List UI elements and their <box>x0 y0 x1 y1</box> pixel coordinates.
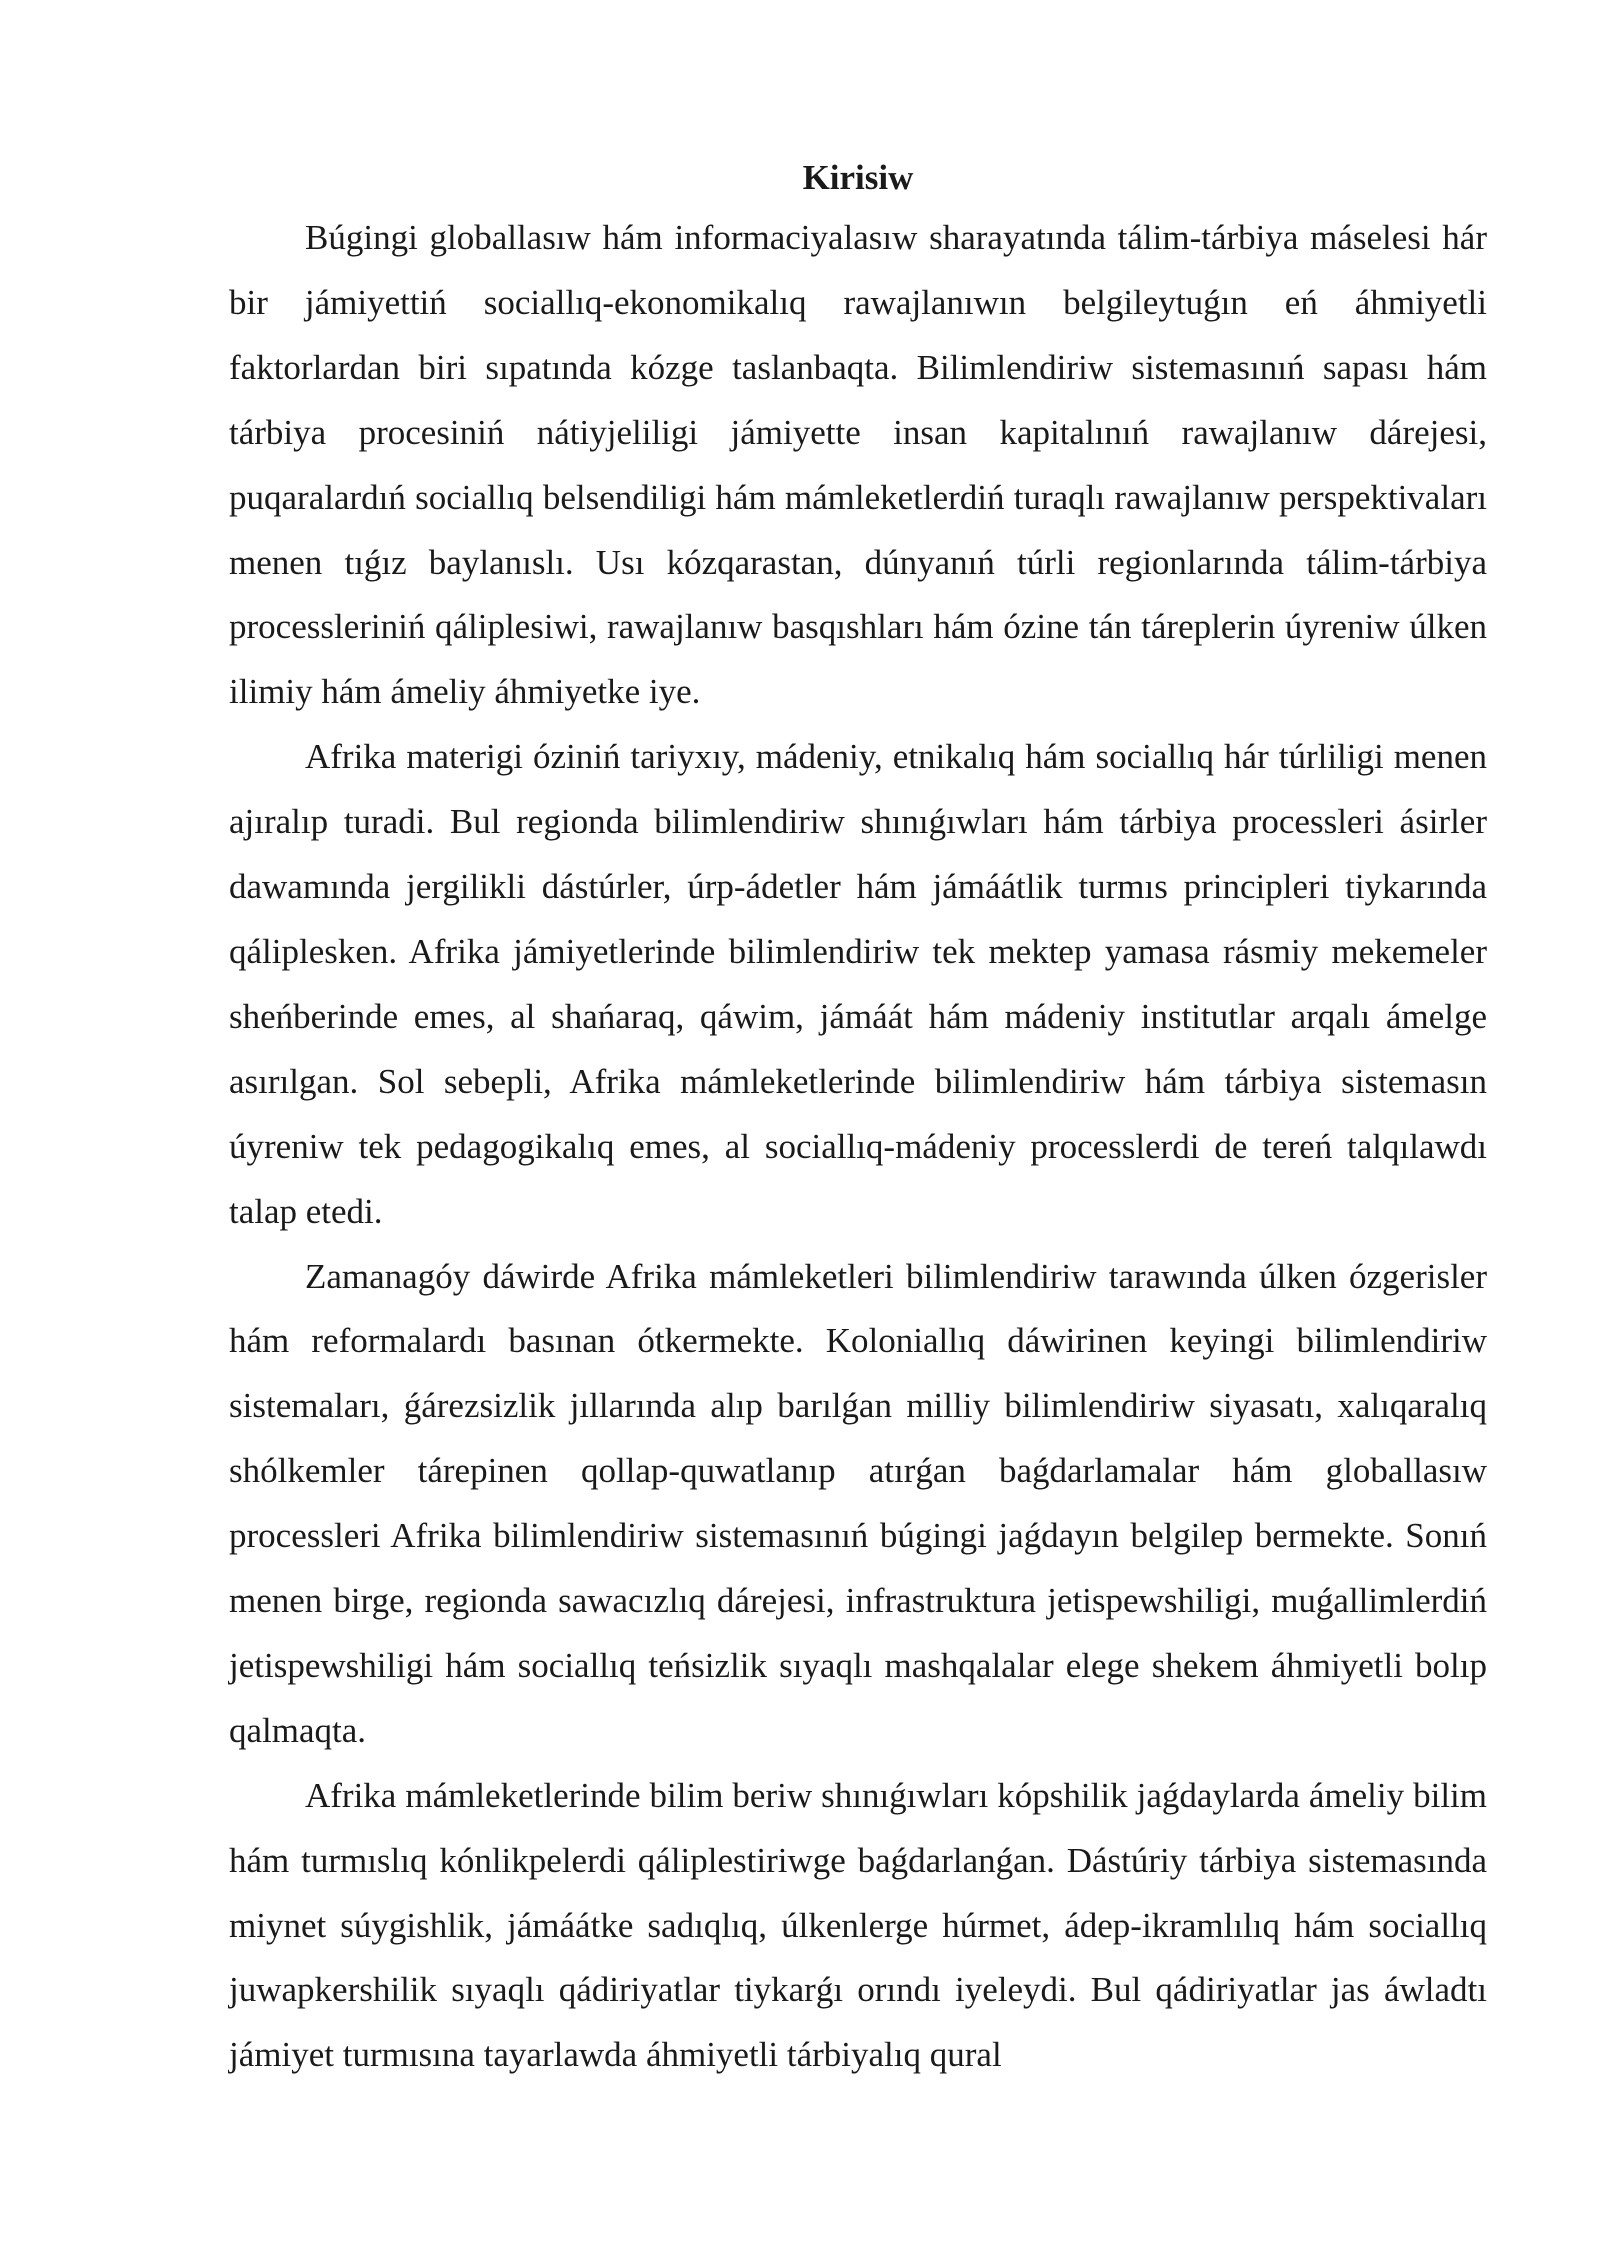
document-body <box>229 150 1487 2088</box>
paragraph-3: Zamanagóy dáwirde Afrika mámleketleri bilimlendiriw tarawında úlken ózgerisler hám reformalardı basınan ótkermekte. Koloniallıq dáwirinen keyingi bilimlendiriw sistemaları, ǵárezsizlik jıllarında alıp barılǵan milliy bilimlendiriw siyasatı, xalıqaralıq shólkemler tárepinen qollap-quwatlanıp atırǵan baǵdarlamalar hám globallasıw processleri Afrika bilimlendiriw sistemasınıń búgingi jaǵdayın belgilep bermekte. Sonıń menen birge, regionda sawacızlıq dárejesi, infrastruktura jetispewshiligi, muǵallimlerdiń jetispewshiligi hám sociallıq teńsizlik sıyaqlı mashqalalar elege shekem áhmiyetli bolıp qalmaqta. <box>229 1256 1487 1750</box>
paragraph-1: Búgingi globallasıw hám informaciyalasıw sharayatında tálim-tárbiya máselesi hár bir jámiyettiń sociallıq-ekonomikalıq rawajlanıwın belgileytuǵın eń áhmiyetli faktorlardan biri sıpatında kózge taslanbaqta. Bilimlendiriw sistemasınıń sapası hám tárbiya procesiniń nátiyjeliligi jámiyette insan kapitalınıń rawajlanıw dárejesi, puqaralardıń sociallıq belsendiligi hám mámleketlerdiń turaqlı rawajlanıw perspektivaları menen tıǵız baylanıslı. Usı kózqarastan, dúnyanıń túrli regionlarında tálim-tárbiya processleriniń qáliplesiwi, rawajlanıw basqıshları hám ózine tán táreplerin úyreniw úlken ilimiy hám ámeliy áhmiyetke iye. <box>229 218 1487 712</box>
paragraph-4: Afrika mámleketlerinde bilim beriw shınıǵıwları kópshilik jaǵdaylarda ámeliy bilim hám turmıslıq kónlikpelerdi qáliplestiriwge baǵdarlanǵan. Dástúriy tárbiya sistemasında miynet súygishlik, jámáátke sadıqlıq, úlkenlerge húrmet, ádep-ikramlılıq hám sociallıq juwapkershilik sıyaqlı qádiriyatlar tiykarǵı orındı iyeleydi. Bul qádiriyatlar jas áwladtı jámiyet turmısına tayarlawda áhmiyetli tárbiyalıq qural <box>229 1775 1487 2075</box>
document-title: Kirisiw <box>802 158 914 197</box>
paragraph-2: Afrika materigi óziniń tariyxıy, mádeniy, etnikalıq hám sociallıq hár túrliligi menen ajıralıp turadi. Bul regionda bilimlendiriw shınıǵıwları hám tárbiya processleri ásirler dawamında jergilikli dástúrler, úrp-ádetler hám jámáátlik turmıs principleri tiykarında qáliplesken. Afrika jámiyetlerinde bilimlendiriw tek mektep yamasa rásmiy mekemeler sheńberinde emes, al shańaraq, qáwim, jámáát hám mádeniy institutlar arqalı ámelge asırılgan. Sol sebepli, Afrika mámleketlerinde bilimlendiriw hám tárbiya sistemasın úyreniw tek pedagogikalıq emes, al sociallıq-mádeniy processlerdi de tereń talqılawdı talap etedi. <box>229 737 1487 1231</box>
